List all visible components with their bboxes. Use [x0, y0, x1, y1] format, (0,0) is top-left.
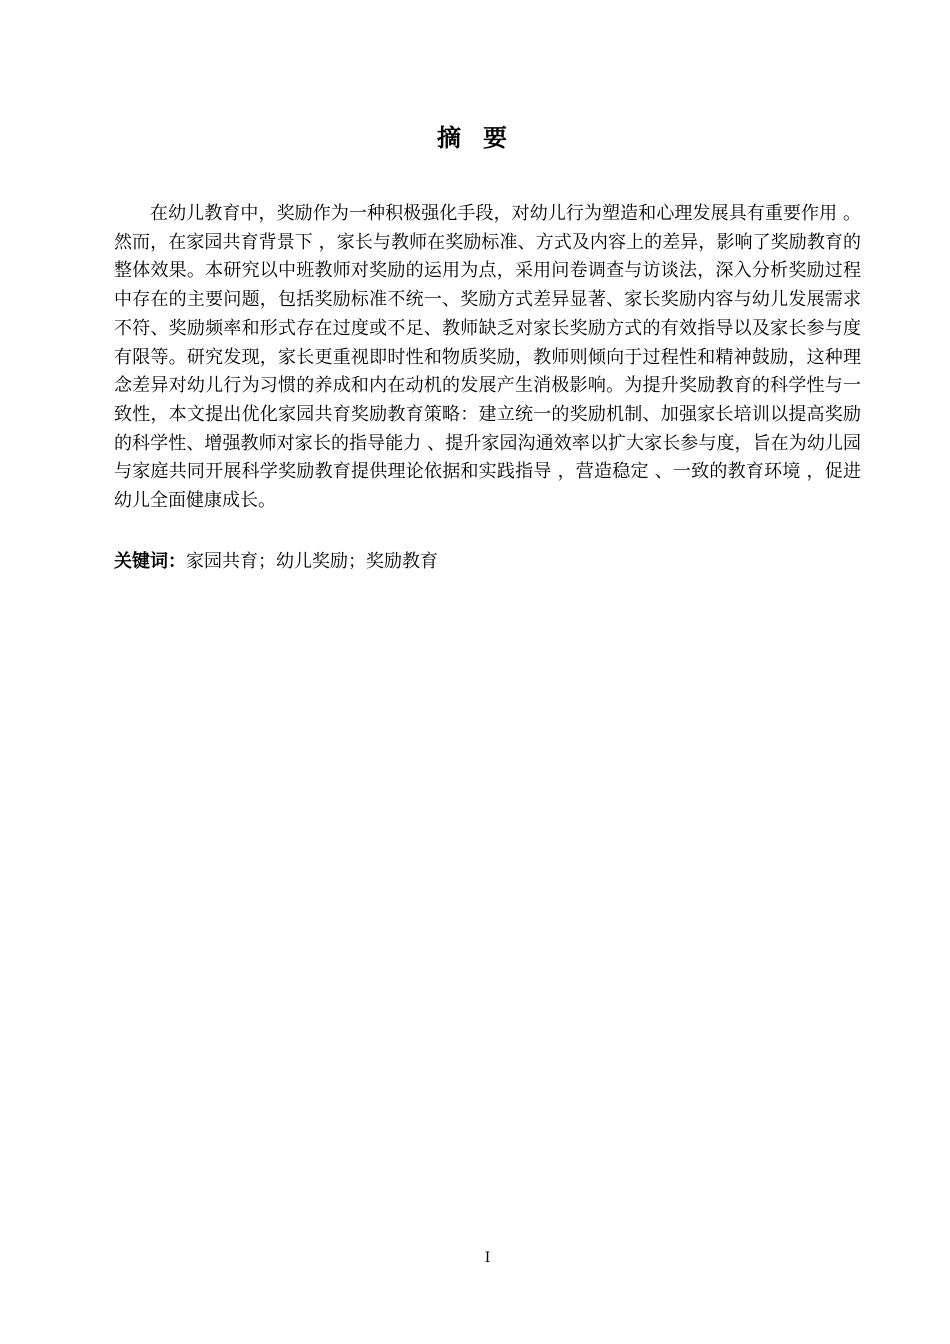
keywords-line — [114, 548, 861, 576]
keywords-text: 家园共育；幼儿奖励；奖励教育 — [186, 551, 438, 572]
abstract-body: 在幼儿教育中，奖励作为一种积极强化手段，对幼儿行为塑造和心理发展具有重要作用 。然而，在家园共育背景下 ，家长与教师在奖励标准、方式及内容上的差异，影响了奖励教育的整体效果。本研究以中班教师对奖励的运用为点，采用问卷调查与访谈法，深入分析奖励过程中存在的主要问题，包括奖励标准不统一、奖励方式差异显著、家长奖励内容与幼儿发展需求不符、奖励频率和形式存在过度或不足、教师缺乏对家长奖励方式的有效指导以及家长参与度有限等。研究发现，家长更重视即时性和物质奖励，教师则倾向于过程性和精神鼓励，这种理念差异对幼儿行为习惯的养成和内在动机的发展产生消极影响。为提升奖励教育的科学性与一致性，本文提出优化家园共育奖励教育策略：建立统一的奖励机制、加强家长培训以提高奖励的科学性、增强教师对家长的指导能力 、提升家园沟通效率以扩大家长参与度，旨在为幼儿园与家庭共同开展科学奖励教育提供理论依据和实践指导 ，营造稳定 、一致的教育环境 ，促进幼儿全面健康成长。 — [114, 203, 861, 512]
keywords-label: 关键词： — [114, 551, 186, 572]
abstract-title: 摘要 — [437, 124, 529, 152]
page-number: I — [484, 1250, 491, 1266]
